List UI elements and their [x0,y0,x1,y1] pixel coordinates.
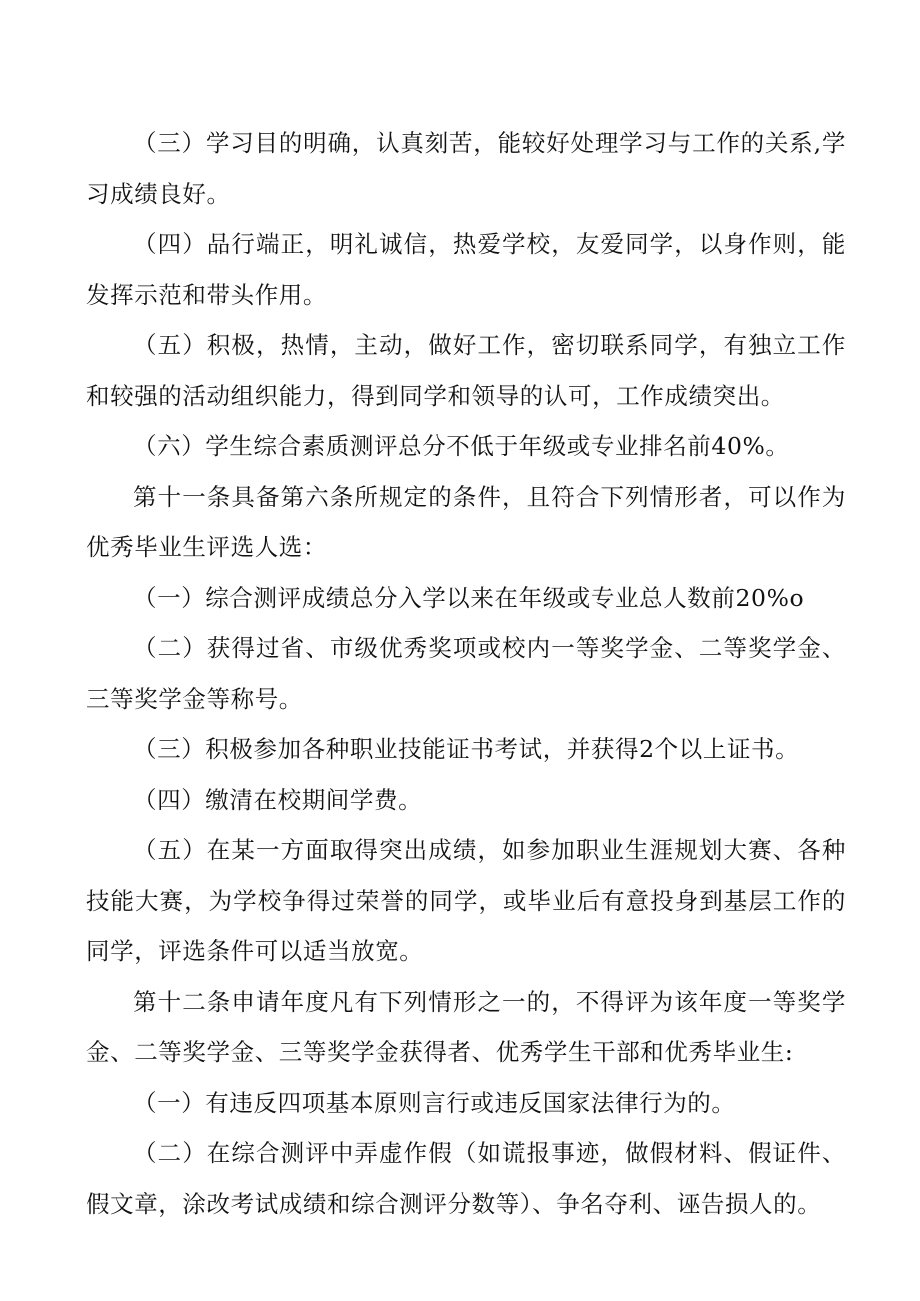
paragraph-article-11-item-3: （三）积极参加各种职业技能证书考试，并获得2个以上证书。 [133,735,800,763]
paragraph-article-11-item-5: （五）在某一方面取得突出成绩，如参加职业生涯规划大赛、各种技能大赛，为学校争得过荣誉的同学，或毕业后有意投身到基层工作的同学，评选条件可以适当放宽。 [86,836,846,965]
paragraph-article-12-item-2: （二）在综合测评中弄虚作假（如谎报事迹，做假材料、假证件、假文章，涂改考试成绩和综合测评分数等）、争名夺利、诬告损人的。 [86,1139,846,1218]
paragraph-article-11: 第十一条具备第六条所规定的条件，且符合下列情形者，可以作为优秀毕业生评选人选： [86,482,846,561]
paragraph-criterion-4: （四）品行端正，明礼诚信，热爱学校，友爱同学，以身作则，能发挥示范和带头作用。 [86,230,846,309]
paragraph-article-12: 第十二条申请年度凡有下列情形之一的，不得评为该年度一等奖学金、二等奖学金、三等奖学金获得者、优秀学生干部和优秀毕业生: [86,987,846,1066]
document-body [86,118,846,1229]
paragraph-criterion-6: （六）学生综合素质测评总分不低于年级或专业排名前40%。 [133,432,790,460]
paragraph-article-11-item-1: （一）综合测评成绩总分入学以来在年级或专业总人数前20%o [133,583,805,612]
paragraph-article-11-item-2: （二）获得过省、市级优秀奖项或校内一等奖学金、二等奖学金、三等奖学金等称号。 [86,634,846,713]
paragraph-article-12-item-1: （一）有违反四项基本原则言行或违反国家法律行为的。 [133,1088,736,1117]
paragraph-criterion-5: （五）积极，热情，主动，做好工作，密切联系同学，有独立工作和较强的活动组织能力，得到同学和领导的认可，工作成绩突出。 [86,331,846,410]
paragraph-article-11-item-4: （四）缴清在校期间学费。 [133,785,423,814]
paragraph-criterion-3: （三）学习目的明确，认真刻苦，能较好处理学习与工作的关系,学习成绩良好。 [86,129,846,208]
